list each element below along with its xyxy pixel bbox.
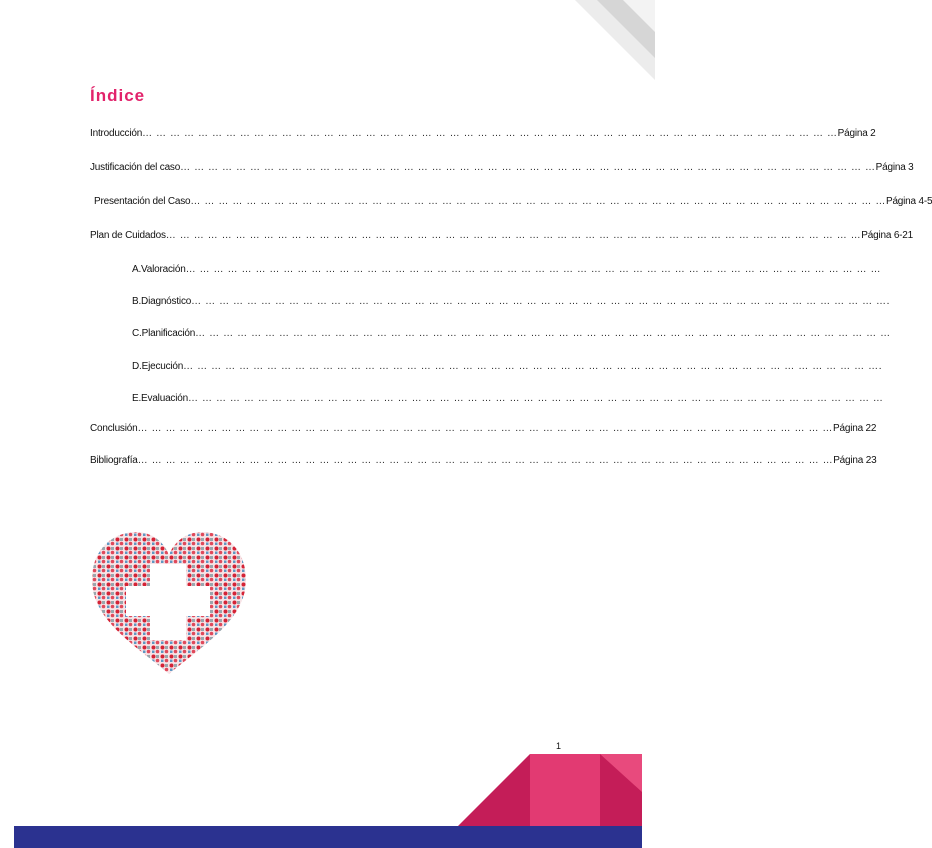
toc-label: Introducción [90, 128, 143, 139]
footer-decoration [0, 754, 655, 848]
toc-entry-evaluacion [132, 393, 884, 405]
toc-entry-diagnostico [132, 296, 890, 308]
toc-leader-dots: … … … … … … … … … … … … … … … … … … … … … … … … … … … … … … … … … … … … … … … … … … … … … … … … … … [187, 393, 884, 404]
toc-label: Conclusión [90, 423, 138, 434]
toc-label: C.Planificación [132, 328, 196, 339]
toc-page: Página 22 [833, 423, 877, 434]
toc-entry-plan-cuidados [90, 230, 914, 242]
toc-page: Página 4-5 [885, 196, 932, 207]
toc-page: Página 2 [837, 128, 876, 139]
toc-leader-dots: … … … … … … … … … … … … … … … … … … … … … … … … … … … … … … … … … … … … … … … … … … … … … … … … … … [183, 361, 879, 372]
toc-page: Página 23 [833, 455, 877, 466]
toc-page: . [886, 296, 890, 307]
toc-label: B.Diagnóstico [132, 296, 192, 307]
toc-label: Justificación del caso [90, 162, 181, 173]
toc-entry-bibliografia [90, 455, 877, 467]
toc-leader-dots: … … … … … … … … … … … … … … … … … … … … … … … … … … … … … … … … … … … … … … … … … … … … … … … … … … [185, 264, 882, 275]
toc-entry-introduccion [90, 128, 876, 140]
corner-fold-decoration [575, 0, 655, 80]
toc-label: Bibliografía [90, 455, 138, 466]
page-title: Índice [90, 86, 146, 105]
toc-label: E.Evaluación [132, 393, 188, 404]
toc-page: Página 6-21 [861, 230, 914, 241]
toc-leader-dots: … … … … … … … … … … … … … … … … … … … … … … … … … … … … … … … … … … … … … … … … … … … … … … … … … … [142, 128, 838, 139]
toc-leader-dots: … … … … … … … … … … … … … … … … … … … … … … … … … … … … … … … … … … … … … … … … … … … … … … … … … … [190, 196, 886, 207]
toc-label: Plan de Cuidados [90, 230, 166, 241]
toc-entry-justificacion [90, 162, 914, 174]
toc-page: Página 3 [875, 162, 914, 173]
toc-label: Presentación del Caso [94, 196, 191, 207]
toc-leader-dots: … … … … … … … … … … … … … … … … … … … … … … … … … … … … … … … … … … … … … … … … … … … … … … … … … … [137, 423, 834, 434]
toc-leader-dots: … … … … … … … … … … … … … … … … … … … … … … … … … … … … … … … … … … … … … … … … … … … … … … … … … … [165, 230, 862, 241]
toc-leader-dots: … … … … … … … … … … … … … … … … … … … … … … … … … … … … … … … … … … … … … … … … … … … … … … … … … … [180, 162, 876, 173]
toc-leader-dots: … … … … … … … … … … … … … … … … … … … … … … … … … … … … … … … … … … … … … … … … … … … … … … … … … … [195, 328, 891, 339]
toc-entry-valoracion [132, 264, 882, 276]
toc-label: D.Ejecución [132, 361, 184, 372]
toc-page: . [878, 361, 882, 372]
toc-entry-planificacion [132, 328, 891, 340]
toc-entry-ejecucion [132, 361, 882, 373]
page-number: 1 [556, 741, 562, 751]
toc-leader-dots: … … … … … … … … … … … … … … … … … … … … … … … … … … … … … … … … … … … … … … … … … … … … … … … … … … [191, 296, 887, 307]
toc-label: A.Valoración [132, 264, 186, 275]
toc-leader-dots: … … … … … … … … … … … … … … … … … … … … … … … … … … … … … … … … … … … … … … … … … … … … … … … … … … [137, 455, 834, 466]
heart-medical-cross-icon [88, 528, 250, 676]
toc-entry-presentacion [94, 196, 932, 208]
toc-entry-conclusion [90, 423, 877, 435]
